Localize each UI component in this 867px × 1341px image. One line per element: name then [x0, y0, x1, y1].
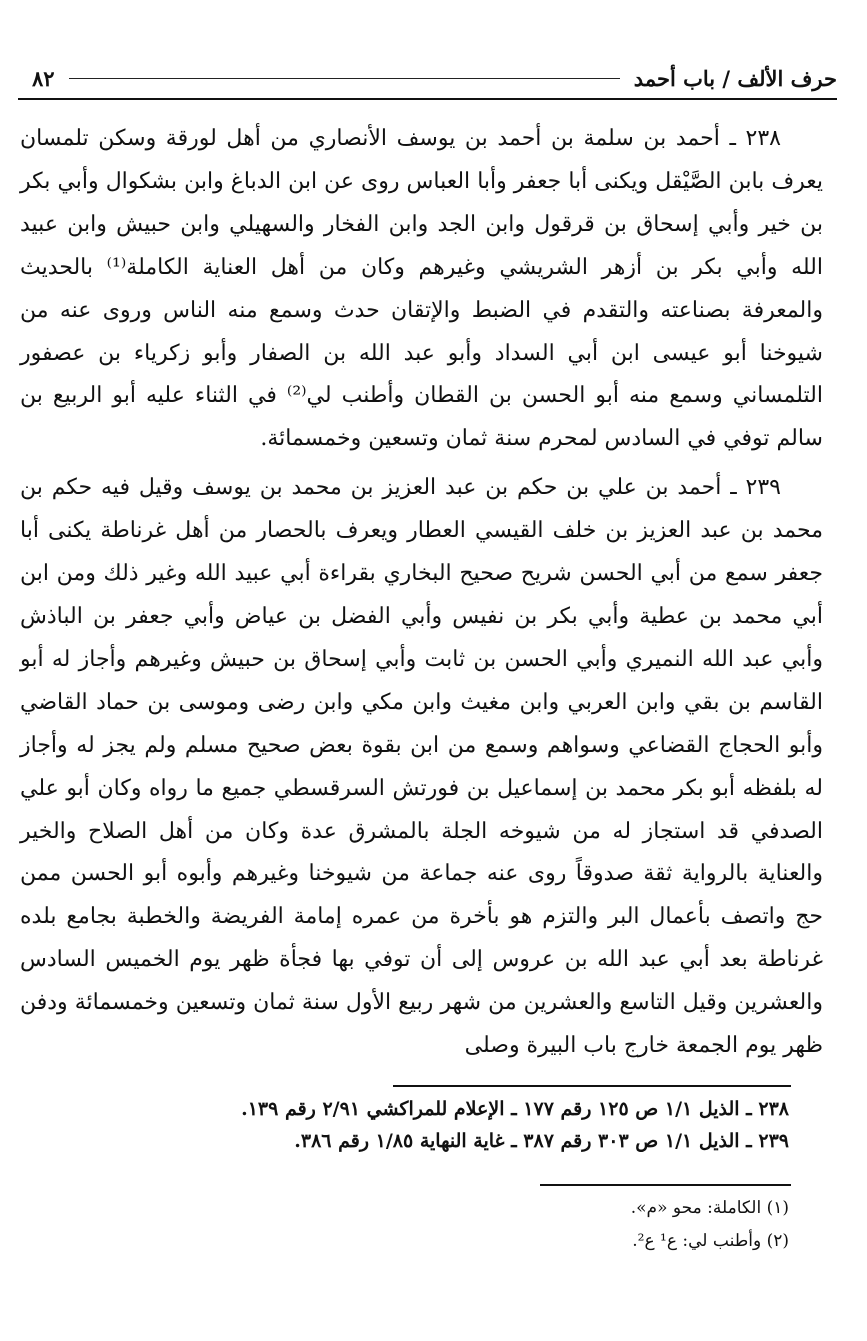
page-number: ٨٢ [32, 65, 55, 91]
footnote-1: (١) الكاملة: محو «م». [630, 1198, 789, 1218]
sources-notes [160, 1093, 789, 1157]
running-head-rule [69, 78, 620, 79]
entry-239: ٢٣٩ ـ أحمد بن علي بن حكم بن عبد العزيز بن محمد بن يوسف وقيل فيه حكم بن محمد بن عبد العزيز بن خلف القيسي العطار ويعرف بالحصار من أهل غرناطة يكنى أبا جعفر سمع من أبي الحسن شريح صحيح البخاري بقراءة أبي عبيد الله وغير ذلك ومن ابن أبي محمد بن عطية وأبي بكر بن نفيس وأبي الفضل بن عياض وأبي جعفر بن الباذش وأبي عبد الله النميري وأبي الحسن بن ثابت وأبي إسحاق بن حبيش وغيرهم وأجاز له أبو القاسم بن بقي وابن العربي وابن مغيث وابن مكي وابن رضى وموسى بن حماد القاضي وأبو الحجاج القضاعي وسواهم وسمع من ابن بقوة بعض صحيح مسلم ولم يجز له وأجاز له بلفظه أبو بكر محمد بن إسماعيل بن فورتش السرقسطي جميع ما رواه وكان أبو علي الصدفي قد استجاز له من شيوخه الجلة بالمشرق عدة وكان من أهل الصلاح والخير والعناية بالرواية ثقة صدوقاً روى عنه جماعة من شيوخنا وغيرهم وأبوه أبو الحسن ممن حج واتصف بأعمال البر والتزم هو بأخرة من عمره إمامة الفريضة والخطبة بجامع بلده غرناطة بعد أبي عبد الله بن عروس إلى أن توفي بها فجأة ظهر يوم الخميس السادس والعشرين وقيل التاسع والعشرين من شهر ربيع الأول سنة ثمان وتسعين وخمسمائة ودفن ظهر يوم الجمعة خارج باب البيرة وصلى [20, 475, 824, 1059]
sources-rule [393, 1085, 791, 1087]
footnote-rule [540, 1184, 791, 1186]
entry-238: ٢٣٨ ـ أحمد بن سلمة بن أحمد بن يوسف الأنصاري من أهل لورقة وسكن تلمسان يعرف بابن الصَّيْقل ويكنى أبا جعفر وأبا العباس روى عن ابن الدباغ وابن بشكوال وأبي بكر بن خير وأبي إسحاق بن قرقول وابن الجد وابن الفخار والسهيلي وابن حبيش وابن عبيد الله وأبي بكر بن أزهر الشريشي وغيرهم وكان من أهل العناية الكاملة⁽¹⁾ بالحديث والمعرفة بصناعته والتقدم في الضبط والإتقان حدث وسمع منه الناس وروى عنه من شيوخنا أبو عيسى ابن أبي السداد وأبو عبد الله بن الصفار وأبو زكرياء بن عصفور التلمساني وسمع منه أبو الحسن بن القطان وأطنب لي⁽²⁾ في الثناء عليه أبو الربيع بن سالم توفي في السادس لمحرم سنة ثمان وتسعين وخمسمائة. [20, 126, 823, 452]
footnote-2: (٢) وأطنب لي: ع¹ ع². [632, 1231, 789, 1251]
running-head [18, 60, 837, 96]
main-text [20, 118, 823, 1068]
header-rule [18, 98, 837, 100]
source-238: ٢٣٨ ـ الذيل ١/١ ص ١٢٥ رقم ١٧٧ ـ الإعلام للمراكشي ٢/٩١ رقم ١٣٩. [241, 1098, 789, 1120]
running-head-title: حرف الألف / باب أحمد [633, 65, 837, 91]
footnotes [400, 1192, 789, 1258]
source-239: ٢٣٩ ـ الذيل ١/١ ص ٣٠٣ رقم ٣٨٧ ـ غاية النهاية ١/٨٥ رقم ٣٨٦. [294, 1130, 789, 1152]
